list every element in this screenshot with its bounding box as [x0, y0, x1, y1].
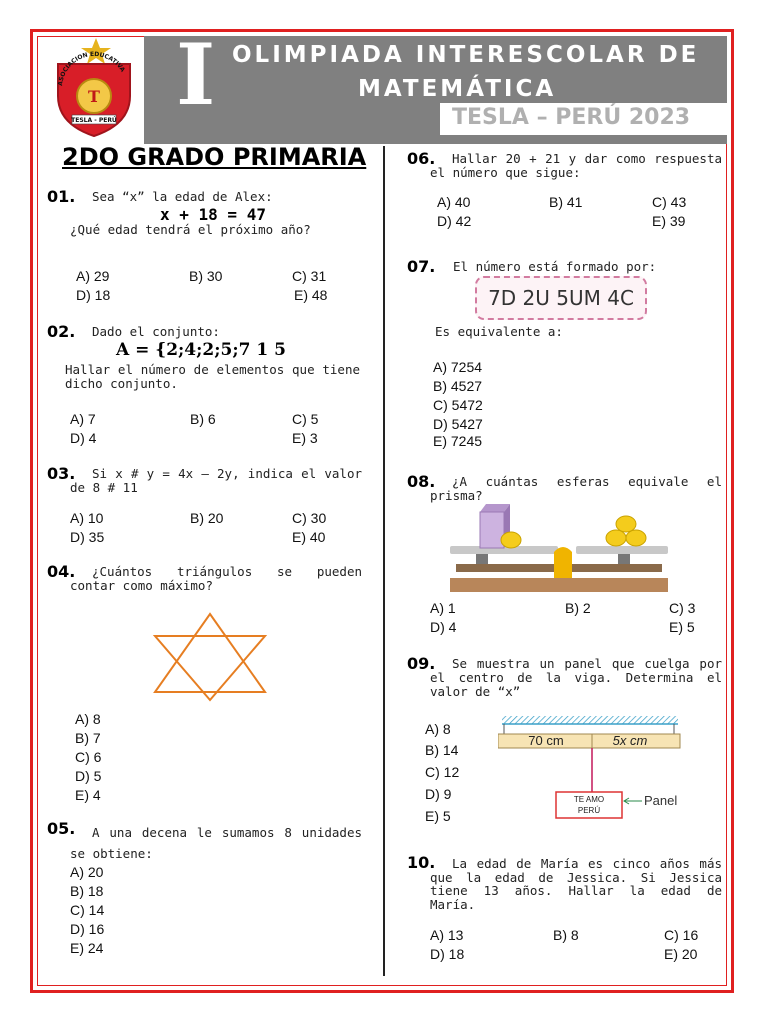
q06-option-d: D) 42 [437, 213, 472, 229]
ceiling-icon [502, 716, 678, 724]
q10-option-b: B) 8 [553, 927, 579, 943]
q08-text: ¿A cuántas esferas equivale el prisma? [430, 474, 722, 503]
sphere-icon [626, 530, 646, 546]
beam-left-label: 70 cm [528, 733, 564, 748]
q06-option-a: A) 40 [437, 194, 471, 210]
q07-text: El número está formado por: [453, 259, 657, 274]
q02-option-d: D) 4 [70, 430, 97, 446]
q04-number: 04. [47, 562, 76, 581]
q07-question: Es equivalente a: [435, 324, 563, 339]
grade-title: 2DO GRADO PRIMARIA [62, 143, 367, 171]
q06-option-b: B) 41 [549, 194, 583, 210]
q01-option-d: D) 18 [76, 287, 111, 303]
scale-base-icon [450, 578, 668, 592]
triangle-up-icon [155, 614, 265, 692]
scale-right-pan-icon [576, 546, 668, 554]
q01-option-e: E) 48 [294, 287, 328, 303]
q06-option-e: E) 39 [652, 213, 686, 229]
prism-icon [480, 512, 504, 548]
q07-number: 07. [407, 257, 436, 276]
q02-number: 02. [47, 322, 76, 341]
q04-option-c: C) 6 [75, 749, 102, 765]
q10-option-c: C) 16 [664, 927, 699, 943]
q10-text: La edad de María es cinco años más que la edad de Jessica. Si Jessica tiene 13 años. Hallar la edad de María. [430, 856, 722, 912]
logo-initials: T [88, 87, 100, 106]
q07-option-d: D) 5427 [433, 416, 483, 432]
sphere-icon [501, 532, 521, 548]
q05-text: A una decena le sumamos 8 unidades se obtiene: [70, 825, 362, 861]
header-subtitle: TESLA – PERÚ 2023 [452, 105, 691, 130]
q08-option-e: E) 5 [669, 619, 695, 635]
q05-number: 05. [47, 819, 76, 838]
q03-option-d: D) 35 [70, 529, 105, 545]
q06-number: 06. [407, 149, 436, 168]
q10-number: 10. [407, 853, 436, 872]
q01-equation: x + 18 = 47 [160, 205, 266, 224]
q09-text: Se muestra un panel que cuelga por el centro de la viga. Determina el valor de “x” [430, 656, 722, 699]
sphere-icon [616, 516, 636, 532]
beam-icon [498, 734, 680, 748]
q03-option-e: E) 40 [292, 529, 326, 545]
q01-option-c: C) 31 [292, 268, 327, 284]
q04-option-b: B) 7 [75, 730, 101, 746]
logo-top-text: ASOCIACION EDUCATIVA [57, 50, 127, 87]
q10-option-a: A) 13 [430, 927, 464, 943]
q02-question: Hallar el número de elementos que tiene dicho conjunto. [65, 362, 360, 391]
q08-option-d: D) 4 [430, 619, 457, 635]
star-of-david-figure [145, 610, 275, 705]
q02-text: Dado el conjunto: [92, 324, 220, 339]
sphere-icon [606, 530, 626, 546]
q10-option-e: E) 20 [664, 946, 698, 962]
q09-option-e: E) 5 [425, 808, 451, 824]
q07-option-a: A) 7254 [433, 359, 483, 375]
beam-right-label: 5x cm [612, 733, 648, 748]
q02-option-e: E) 3 [292, 430, 318, 446]
panel-line1: TE AMO [573, 795, 605, 804]
q05-option-e: E) 24 [70, 940, 104, 956]
q09-option-b: B) 14 [425, 742, 459, 758]
q04-text: ¿Cuántos triángulos se pueden contar como máximo? [70, 564, 362, 593]
balance-scale-figure [446, 500, 672, 596]
q03-option-c: C) 30 [292, 510, 327, 526]
header-title-line2: MATEMÁTICA [358, 76, 557, 102]
q07-number-box: 7D 2U 5UM 4C [475, 276, 647, 320]
school-logo [44, 36, 144, 140]
q08-option-c: C) 3 [669, 600, 696, 616]
q02-option-c: C) 5 [292, 411, 319, 427]
q04-option-a: A) 8 [75, 711, 101, 727]
q09-option-d: D) 9 [425, 786, 452, 802]
q01-option-b: B) 30 [189, 268, 223, 284]
roman-numeral: I [176, 25, 216, 124]
logo-bottom-text: TESLA - PERÚ [71, 117, 117, 124]
q09-number: 09. [407, 654, 436, 673]
scale-fulcrum-icon [554, 547, 572, 578]
q05-option-c: C) 14 [70, 902, 105, 918]
q08-number: 08. [407, 472, 436, 491]
q07-option-b: B) 4527 [433, 378, 483, 394]
q01-option-a: A) 29 [76, 268, 110, 284]
q09-option-c: C) 12 [425, 764, 460, 780]
panel-label: Panel [644, 793, 678, 808]
hanging-panel-figure [498, 712, 696, 822]
q03-option-b: B) 20 [190, 510, 224, 526]
q02-set: A = {2;4;2;5;7 1 5 [116, 340, 286, 360]
panel-line2: PERÚ [577, 806, 601, 815]
q02-option-a: A) 7 [70, 411, 96, 427]
q01-question: ¿Qué edad tendrá el próximo año? [70, 222, 311, 237]
q06-text: Hallar 20 + 21 y dar como respuesta el número que sigue: [430, 151, 722, 180]
column-divider [383, 146, 385, 976]
q10-option-d: D) 18 [430, 946, 465, 962]
q07-option-e: E) 7245 [433, 433, 483, 449]
q04-option-d: D) 5 [75, 768, 102, 784]
q04-option-e: E) 4 [75, 787, 101, 803]
q07-option-c: C) 5472 [433, 397, 483, 413]
q05-option-d: D) 16 [70, 921, 105, 937]
q03-option-a: A) 10 [70, 510, 104, 526]
q08-option-a: A) 1 [430, 600, 456, 616]
q05-option-a: A) 20 [70, 864, 104, 880]
q03-text: Si x # y = 4x – 2y, indica el valor de 8 # 11 [70, 466, 362, 495]
q08-option-b: B) 2 [565, 600, 591, 616]
q06-option-c: C) 43 [652, 194, 687, 210]
q01-text: Sea “x” la edad de Alex: [92, 189, 273, 204]
q09-option-a: A) 8 [425, 721, 451, 737]
q01-number: 01. [47, 187, 76, 206]
q02-option-b: B) 6 [190, 411, 216, 427]
q05-option-b: B) 18 [70, 883, 104, 899]
header-title-line1: OLIMPIADA INTERESCOLAR DE [232, 42, 700, 68]
q03-number: 03. [47, 464, 76, 483]
